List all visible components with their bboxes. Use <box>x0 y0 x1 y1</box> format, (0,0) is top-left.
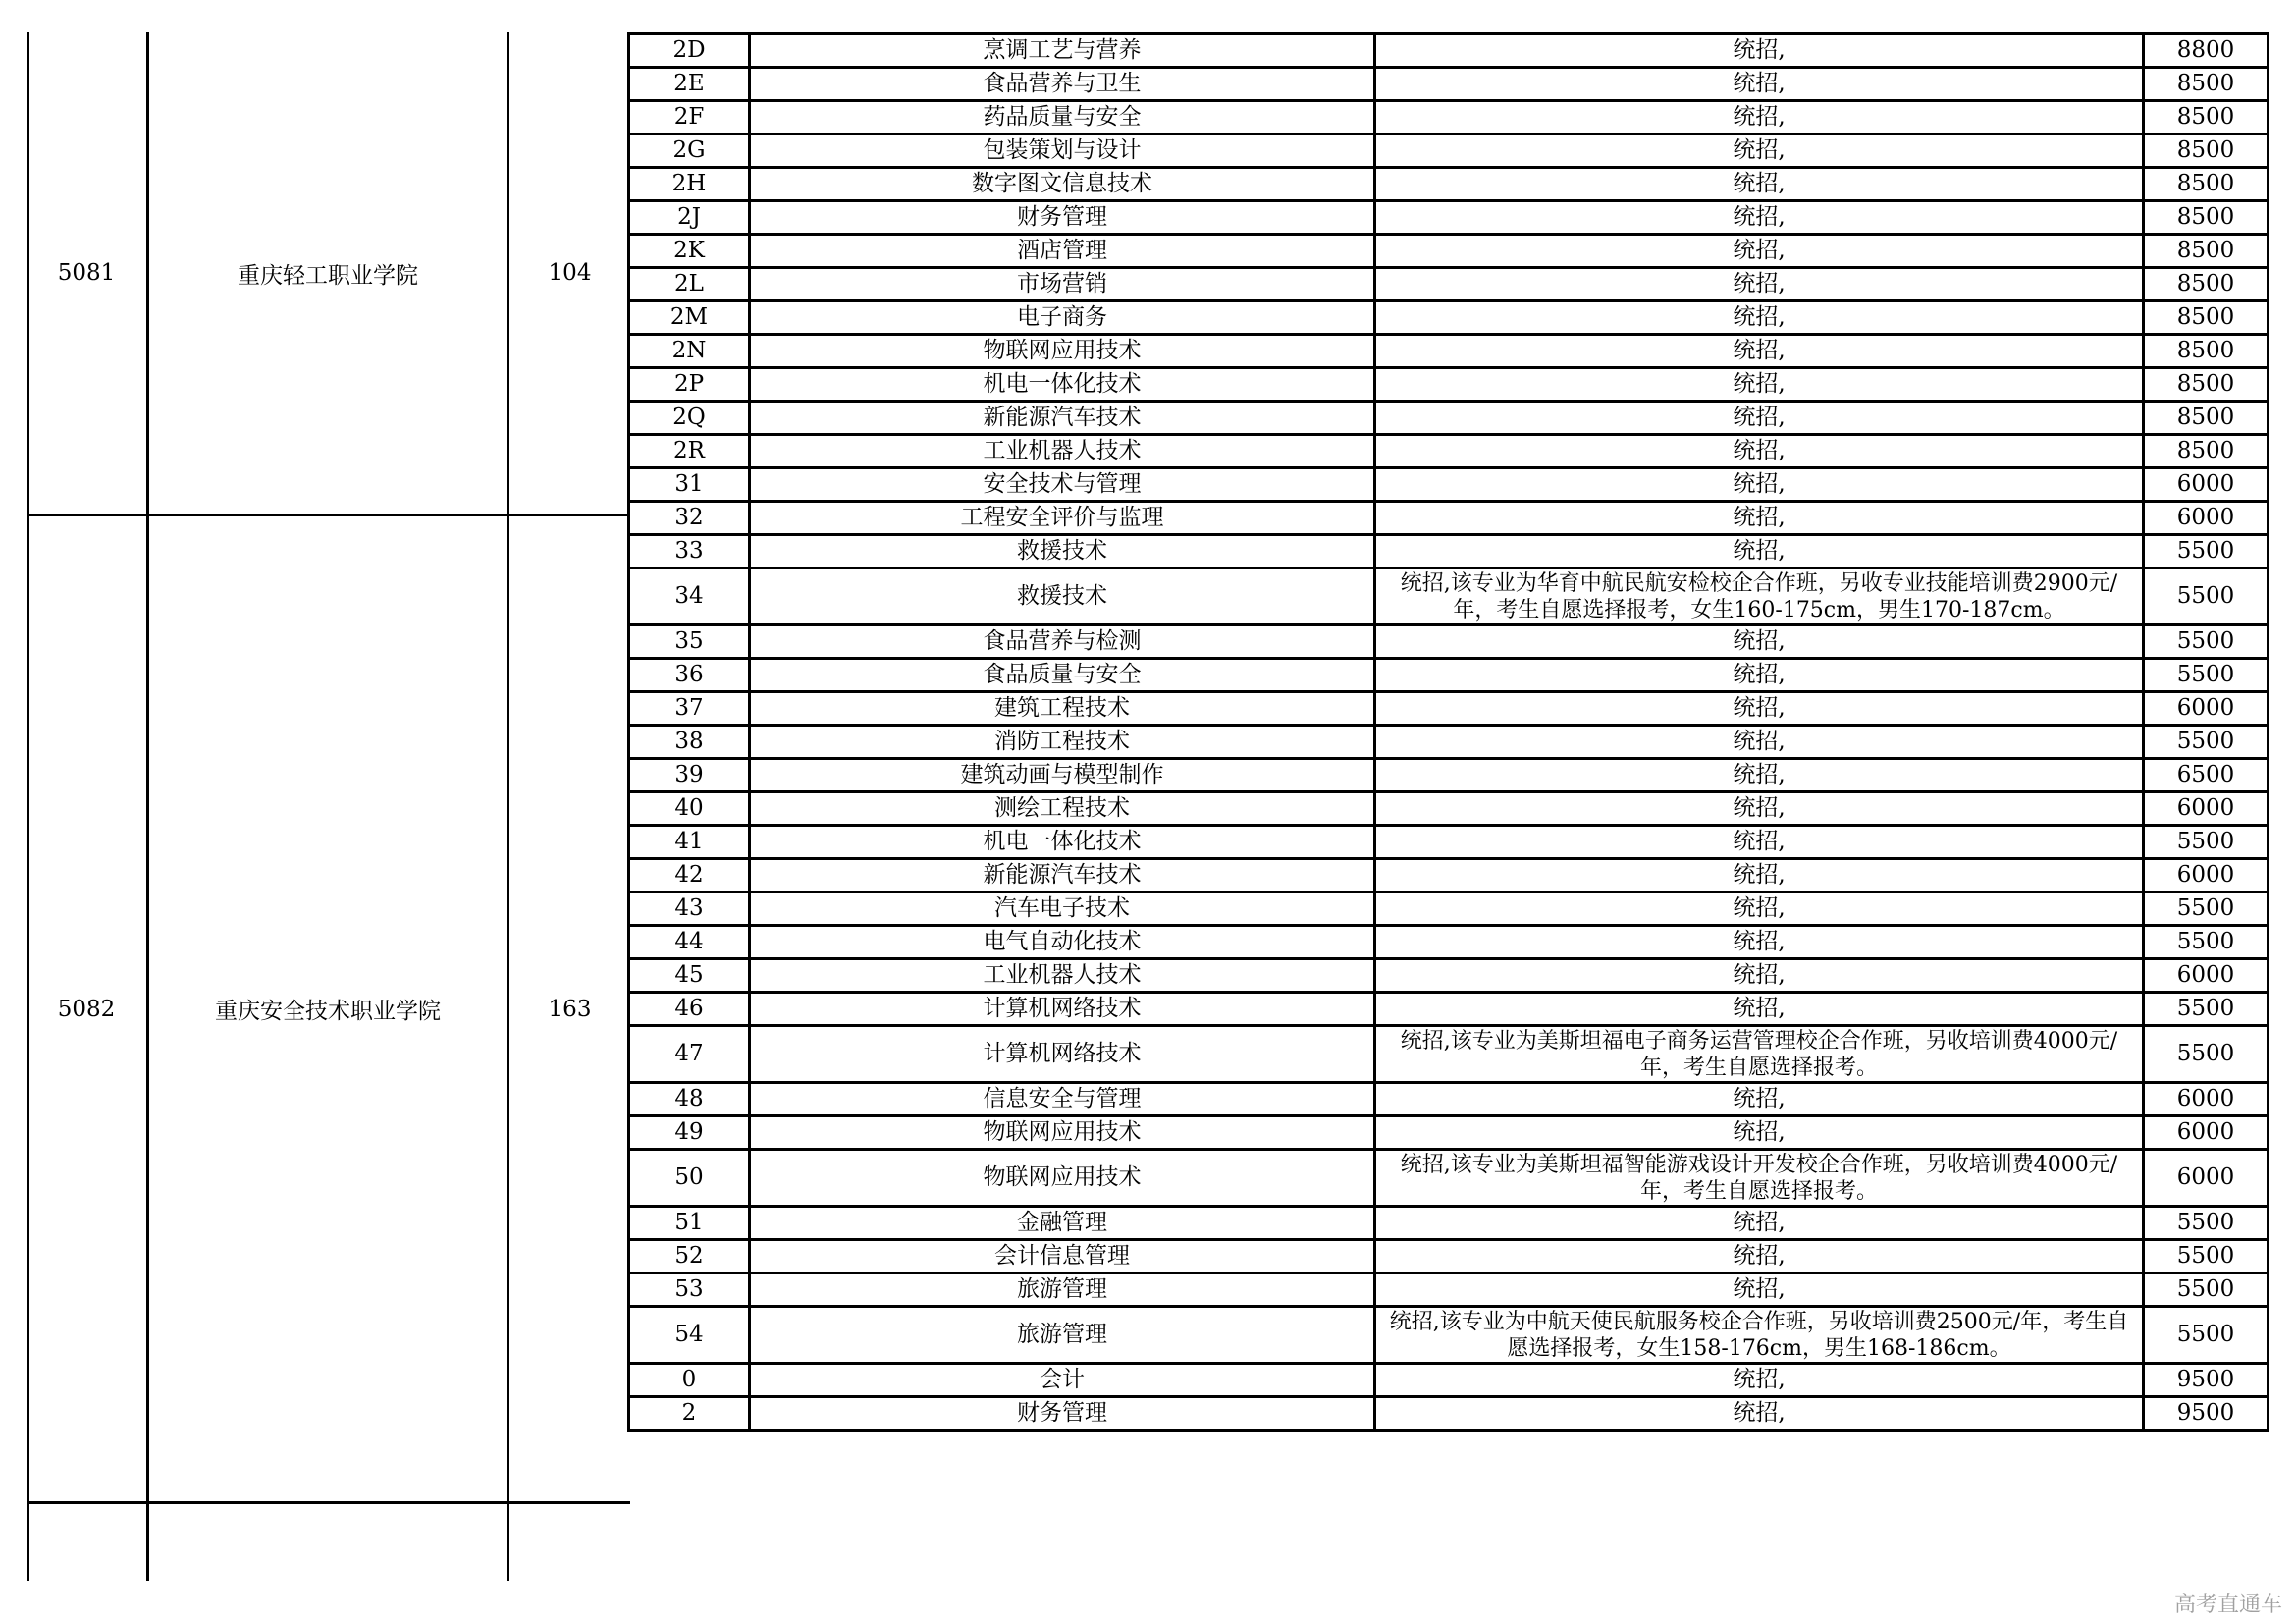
major-name-cell: 工程安全评价与监理 <box>750 502 1375 535</box>
major-name-cell: 物联网应用技术 <box>750 1116 1375 1150</box>
table-row <box>629 1083 2269 1116</box>
school-plan-count: 163 <box>548 996 592 1022</box>
table-row <box>629 1273 2269 1307</box>
tuition-cell: 8500 <box>2144 368 2269 402</box>
note-cell: 统招, <box>1375 402 2144 435</box>
major-name-cell: 会计信息管理 <box>750 1240 1375 1273</box>
tuition-cell: 8500 <box>2144 268 2269 301</box>
table-row <box>629 468 2269 502</box>
major-code-cell: 2G <box>629 135 750 168</box>
table-row <box>629 1150 2269 1207</box>
note-cell: 统招, <box>1375 1364 2144 1397</box>
major-name-cell: 计算机网络技术 <box>750 1026 1375 1083</box>
table-row <box>629 859 2269 893</box>
major-code-cell: 43 <box>629 893 750 926</box>
major-code-cell: 39 <box>629 759 750 792</box>
major-name-cell: 数字图文信息技术 <box>750 168 1375 201</box>
major-name-cell: 新能源汽车技术 <box>750 859 1375 893</box>
note-cell: 统招, <box>1375 859 2144 893</box>
major-name-cell: 旅游管理 <box>750 1307 1375 1364</box>
major-name-cell: 机电一体化技术 <box>750 368 1375 402</box>
major-code-cell: 49 <box>629 1116 750 1150</box>
major-name-cell: 食品营养与检测 <box>750 625 1375 659</box>
major-code-cell: 2F <box>629 101 750 135</box>
note-cell: 统招, <box>1375 34 2144 68</box>
table-row <box>629 1307 2269 1364</box>
major-name-cell: 烹调工艺与营养 <box>750 34 1375 68</box>
school-code <box>27 1504 146 1581</box>
major-name-cell: 新能源汽车技术 <box>750 402 1375 435</box>
major-code-cell: 53 <box>629 1273 750 1307</box>
tuition-cell: 5500 <box>2144 926 2269 959</box>
note-cell: 统招, <box>1375 659 2144 692</box>
table-row <box>629 235 2269 268</box>
table-row <box>629 993 2269 1026</box>
note-cell: 统招, <box>1375 826 2144 859</box>
table-row <box>629 268 2269 301</box>
tuition-cell: 5500 <box>2144 893 2269 926</box>
tuition-cell: 6000 <box>2144 1083 2269 1116</box>
tuition-cell: 6000 <box>2144 1116 2269 1150</box>
school-info-columns <box>27 32 630 1581</box>
note-cell: 统招, <box>1375 1240 2144 1273</box>
note-cell: 统招, <box>1375 201 2144 235</box>
note-cell: 统招, <box>1375 1397 2144 1431</box>
major-code-cell: 38 <box>629 726 750 759</box>
major-code-cell: 2Q <box>629 402 750 435</box>
major-name-cell: 药品质量与安全 <box>750 101 1375 135</box>
note-cell: 统招, <box>1375 759 2144 792</box>
major-code-cell: 51 <box>629 1207 750 1240</box>
tuition-cell: 8500 <box>2144 201 2269 235</box>
table-row <box>629 335 2269 368</box>
table-row <box>629 68 2269 101</box>
major-name-cell: 财务管理 <box>750 1397 1375 1431</box>
note-cell: 统招, <box>1375 335 2144 368</box>
table-row <box>629 1116 2269 1150</box>
tuition-cell: 5500 <box>2144 1273 2269 1307</box>
school-plan-count: 104 <box>548 260 592 286</box>
tuition-cell: 5500 <box>2144 993 2269 1026</box>
note-cell: 统招, <box>1375 535 2144 568</box>
major-name-cell: 会计 <box>750 1364 1375 1397</box>
major-name-cell: 物联网应用技术 <box>750 335 1375 368</box>
major-code-cell: 41 <box>629 826 750 859</box>
major-code-cell: 54 <box>629 1307 750 1364</box>
major-code-cell: 50 <box>629 1150 750 1207</box>
school-name: 重庆安全技术职业学院 <box>215 999 441 1024</box>
note-cell: 统招, <box>1375 435 2144 468</box>
tuition-cell: 9500 <box>2144 1364 2269 1397</box>
table-row <box>629 726 2269 759</box>
major-code-cell: 46 <box>629 993 750 1026</box>
major-code-cell: 44 <box>629 926 750 959</box>
major-code-cell: 42 <box>629 859 750 893</box>
major-code-cell: 52 <box>629 1240 750 1273</box>
table-row <box>629 625 2269 659</box>
note-cell: 统招, <box>1375 1083 2144 1116</box>
table-row <box>629 101 2269 135</box>
note-cell: 统招, <box>1375 68 2144 101</box>
note-cell: 统招,该专业为华育中航民航安检校企合作班，另收专业技能培训费2900元/年，考生自愿选择报考，女生160-175cm，男生170-187cm。 <box>1375 568 2144 625</box>
note-cell: 统招,该专业为中航天使民航服务校企合作班，另收培训费2500元/年，考生自愿选择报考，女生158-176cm，男生168-186cm。 <box>1375 1307 2144 1364</box>
note-cell: 统招, <box>1375 1207 2144 1240</box>
major-name-cell: 食品质量与安全 <box>750 659 1375 692</box>
major-code-cell: 32 <box>629 502 750 535</box>
tuition-cell: 8800 <box>2144 34 2269 68</box>
major-code-cell: 34 <box>629 568 750 625</box>
table-row <box>629 759 2269 792</box>
school-name: 重庆轻工职业学院 <box>238 262 418 289</box>
tuition-cell: 8500 <box>2144 68 2269 101</box>
major-code-cell: 2K <box>629 235 750 268</box>
major-code-cell: 37 <box>629 692 750 726</box>
note-cell: 统招, <box>1375 101 2144 135</box>
major-name-cell: 财务管理 <box>750 201 1375 235</box>
table-row <box>629 826 2269 859</box>
table-row <box>629 201 2269 235</box>
table-row <box>629 893 2269 926</box>
note-cell: 统招, <box>1375 1273 2144 1307</box>
table-row <box>629 1207 2269 1240</box>
tuition-cell: 8500 <box>2144 402 2269 435</box>
tuition-cell: 8500 <box>2144 135 2269 168</box>
major-name-cell: 救援技术 <box>750 535 1375 568</box>
tuition-cell: 6000 <box>2144 1150 2269 1207</box>
major-name-cell: 建筑动画与模型制作 <box>750 759 1375 792</box>
major-name-cell: 旅游管理 <box>750 1273 1375 1307</box>
major-name-cell: 救援技术 <box>750 568 1375 625</box>
note-cell: 统招, <box>1375 368 2144 402</box>
major-code-cell: 2E <box>629 68 750 101</box>
table-row <box>629 568 2269 625</box>
note-cell: 统招, <box>1375 625 2144 659</box>
note-cell: 统招, <box>1375 135 2144 168</box>
major-code-cell: 2H <box>629 168 750 201</box>
note-cell: 统招, <box>1375 726 2144 759</box>
table-row <box>629 792 2269 826</box>
major-code-cell: 33 <box>629 535 750 568</box>
major-name-cell: 汽车电子技术 <box>750 893 1375 926</box>
note-cell: 统招, <box>1375 468 2144 502</box>
major-code-cell: 48 <box>629 1083 750 1116</box>
note-cell: 统招, <box>1375 268 2144 301</box>
tuition-cell: 8500 <box>2144 301 2269 335</box>
note-cell: 统招, <box>1375 792 2144 826</box>
table-row <box>629 535 2269 568</box>
table-row <box>629 1397 2269 1431</box>
major-name-cell: 工业机器人技术 <box>750 959 1375 993</box>
major-name-cell: 物联网应用技术 <box>750 1150 1375 1207</box>
table-row <box>629 368 2269 402</box>
tuition-cell: 8500 <box>2144 435 2269 468</box>
major-name-cell: 建筑工程技术 <box>750 692 1375 726</box>
major-name-cell: 消防工程技术 <box>750 726 1375 759</box>
major-code-cell: 2J <box>629 201 750 235</box>
major-code-cell: 2M <box>629 301 750 335</box>
major-code-cell: 2L <box>629 268 750 301</box>
table-row <box>629 959 2269 993</box>
major-name-cell: 信息安全与管理 <box>750 1083 1375 1116</box>
tuition-cell: 5500 <box>2144 1026 2269 1083</box>
major-name-cell: 酒店管理 <box>750 235 1375 268</box>
major-code-cell: 36 <box>629 659 750 692</box>
major-name-cell: 工业机器人技术 <box>750 435 1375 468</box>
table-row <box>629 1364 2269 1397</box>
major-name-cell: 食品营养与卫生 <box>750 68 1375 101</box>
major-name-cell: 电子商务 <box>750 301 1375 335</box>
major-code-cell: 2 <box>629 1397 750 1431</box>
tuition-cell: 6000 <box>2144 502 2269 535</box>
tuition-cell: 6000 <box>2144 468 2269 502</box>
major-name-cell: 金融管理 <box>750 1207 1375 1240</box>
major-code-cell: 0 <box>629 1364 750 1397</box>
tuition-cell: 8500 <box>2144 335 2269 368</box>
note-cell: 统招, <box>1375 1116 2144 1150</box>
major-code-cell: 31 <box>629 468 750 502</box>
major-name-cell: 机电一体化技术 <box>750 826 1375 859</box>
note-cell: 统招, <box>1375 502 2144 535</box>
tuition-cell: 8500 <box>2144 168 2269 201</box>
tuition-cell: 5500 <box>2144 535 2269 568</box>
major-name-cell: 安全技术与管理 <box>750 468 1375 502</box>
tuition-cell: 9500 <box>2144 1397 2269 1431</box>
table-row <box>629 502 2269 535</box>
table-row <box>629 926 2269 959</box>
tuition-cell: 5500 <box>2144 659 2269 692</box>
note-cell: 统招,该专业为美斯坦福智能游戏设计开发校企合作班，另收培训费4000元/年，考生自愿选择报考。 <box>1375 1150 2144 1207</box>
major-code-cell: 40 <box>629 792 750 826</box>
tuition-cell: 6000 <box>2144 692 2269 726</box>
tuition-cell: 8500 <box>2144 235 2269 268</box>
major-name-cell: 测绘工程技术 <box>750 792 1375 826</box>
tuition-cell: 5500 <box>2144 1240 2269 1273</box>
table-row <box>629 168 2269 201</box>
note-cell: 统招, <box>1375 235 2144 268</box>
tuition-cell: 5500 <box>2144 726 2269 759</box>
note-cell: 统招, <box>1375 301 2144 335</box>
major-code-cell: 2D <box>629 34 750 68</box>
note-cell: 统招, <box>1375 692 2144 726</box>
tuition-cell: 5500 <box>2144 625 2269 659</box>
tuition-cell: 6000 <box>2144 792 2269 826</box>
table-row <box>629 1026 2269 1083</box>
tuition-cell: 5500 <box>2144 826 2269 859</box>
major-name-cell: 计算机网络技术 <box>750 993 1375 1026</box>
tuition-cell: 8500 <box>2144 101 2269 135</box>
note-cell: 统招, <box>1375 926 2144 959</box>
school-code: 5081 <box>57 260 116 286</box>
table-row <box>629 135 2269 168</box>
major-code-cell: 47 <box>629 1026 750 1083</box>
table-row <box>629 34 2269 68</box>
table-row <box>629 435 2269 468</box>
major-name-cell: 电气自动化技术 <box>750 926 1375 959</box>
note-cell: 统招, <box>1375 893 2144 926</box>
table-row <box>629 402 2269 435</box>
table-row <box>629 1240 2269 1273</box>
tuition-cell: 6000 <box>2144 959 2269 993</box>
school-code: 5082 <box>57 996 116 1022</box>
tuition-cell: 6500 <box>2144 759 2269 792</box>
watermark: 高考直通车 <box>2173 1593 2282 1617</box>
note-cell: 统招, <box>1375 168 2144 201</box>
major-code-cell: 2N <box>629 335 750 368</box>
note-cell: 统招, <box>1375 959 2144 993</box>
majors-table-body <box>629 34 2269 1431</box>
major-code-cell: 2R <box>629 435 750 468</box>
tuition-cell: 5500 <box>2144 1207 2269 1240</box>
major-name-cell: 市场营销 <box>750 268 1375 301</box>
school-plan-count <box>509 1504 630 1581</box>
major-code-cell: 35 <box>629 625 750 659</box>
tuition-cell: 5500 <box>2144 568 2269 625</box>
major-code-cell: 2P <box>629 368 750 402</box>
table-row <box>629 692 2269 726</box>
tuition-cell: 6000 <box>2144 859 2269 893</box>
table-row <box>629 659 2269 692</box>
tuition-cell: 5500 <box>2144 1307 2269 1364</box>
note-cell: 统招, <box>1375 993 2144 1026</box>
major-code-cell: 45 <box>629 959 750 993</box>
majors-table <box>627 32 2269 1432</box>
table-row <box>629 301 2269 335</box>
note-cell: 统招,该专业为美斯坦福电子商务运营管理校企合作班，另收培训费4000元/年，考生自愿选择报考。 <box>1375 1026 2144 1083</box>
major-name-cell: 包装策划与设计 <box>750 135 1375 168</box>
school-name <box>149 1504 507 1581</box>
